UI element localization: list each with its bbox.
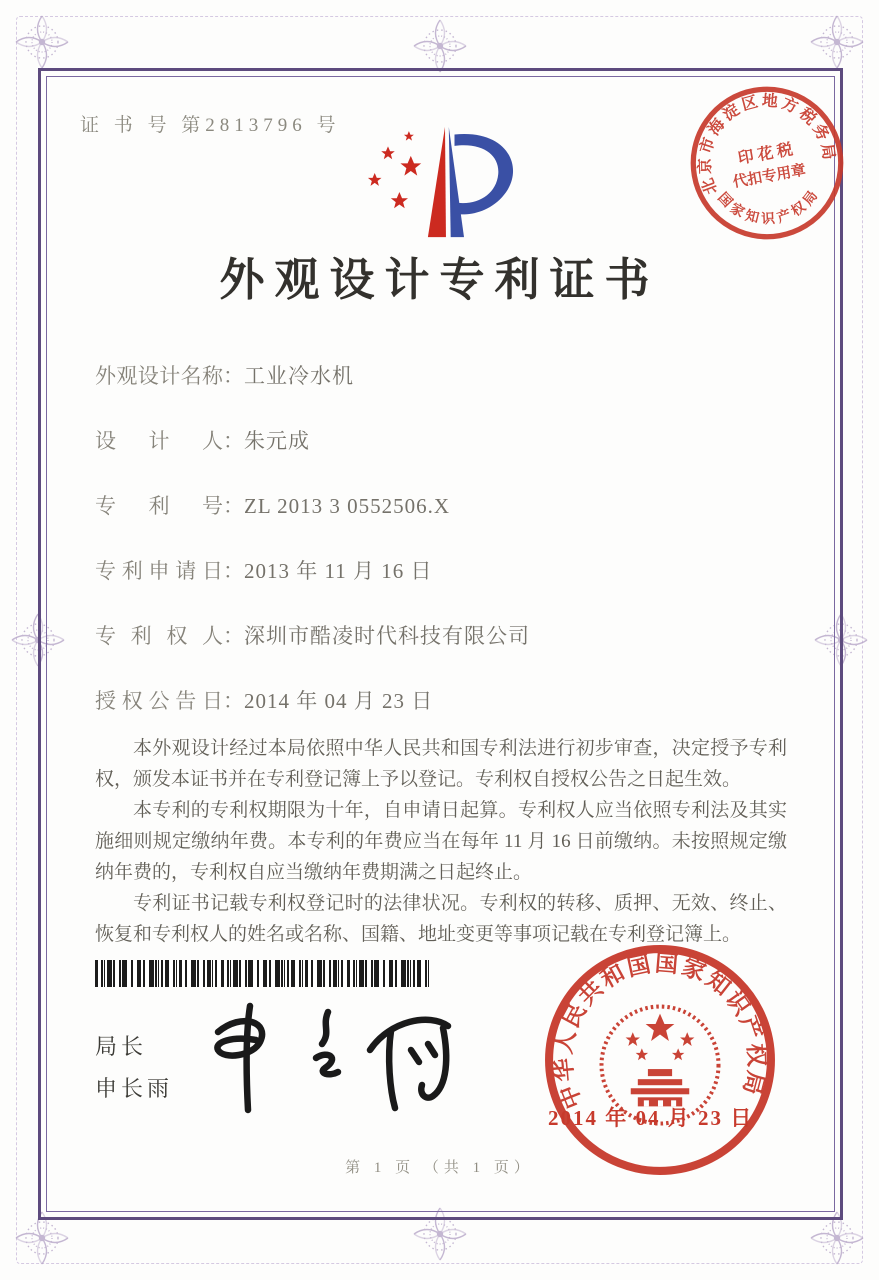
field-designer: [95, 425, 775, 490]
field-value: 工业冷水机: [244, 364, 354, 388]
lace-corner-icon: [801, 6, 873, 78]
lace-corner-icon: [6, 1202, 78, 1274]
field-patentee: [95, 620, 775, 685]
field-label: 专 利 权 人: [95, 624, 223, 648]
tax-stamp-arc-top: 北京市海淀区地方税务局: [696, 92, 838, 197]
field-filing-date: [95, 555, 775, 620]
certificate-fields: [95, 360, 775, 750]
field-label: 设 计 人: [95, 429, 223, 453]
lace-edge-icon: [404, 10, 476, 82]
field-colon: ：: [223, 494, 244, 518]
field-value: ZL 2013 3 0552506.X: [244, 494, 451, 518]
signature-handwriting-icon: [190, 998, 485, 1118]
lace-edge-icon: [805, 604, 877, 676]
official-seal: [542, 942, 778, 1178]
field-label: 外观设计名称: [95, 364, 223, 388]
lace-corner-icon: [801, 1202, 873, 1274]
field-colon: ：: [223, 624, 244, 648]
legal-text: [95, 733, 787, 950]
seal-date: 2014 年 04 月 23 日: [548, 1106, 754, 1130]
page-footer: 第 1 页 （共 1 页）: [345, 1160, 534, 1176]
barcode: [95, 960, 430, 987]
tax-stamp-center-line1: 印 花 税: [736, 141, 795, 168]
director-title: 局长: [95, 1034, 148, 1059]
field-patent-number: [95, 490, 775, 555]
certificate-title: 外观设计专利证书: [219, 255, 660, 305]
field-colon: ：: [223, 429, 244, 453]
paragraph-term: 本专利的专利权期限为十年，自申请日起算。专利权人应当依照专利法及其实施细则规定缴纳年费。本专利的年费应当在每年 11 月 16 日前缴纳。未按照规定缴纳年费的，专利权自应当缴纳年费期满之日起终止。: [95, 800, 787, 883]
field-colon: ：: [223, 559, 244, 583]
lace-edge-icon: [404, 1198, 476, 1270]
field-label: 专 利 号: [95, 494, 223, 518]
lace-edge-icon: [2, 604, 74, 676]
field-label: 专利申请日: [95, 559, 223, 583]
field-design-name: [95, 360, 775, 425]
director-name: 申长雨: [95, 1076, 174, 1101]
field-colon: ：: [223, 689, 244, 713]
tax-stamp-center-line2: 代扣专用章: [731, 162, 808, 191]
field-label: 授权公告日: [95, 689, 223, 713]
field-value: 深圳市酷凌时代科技有限公司: [244, 624, 530, 648]
field-colon: ：: [223, 364, 244, 388]
seal-ring-text: 中华人民共和国国家知识产权局: [550, 950, 770, 1113]
field-value: 朱元成: [244, 429, 310, 453]
lace-corner-icon: [6, 6, 78, 78]
paragraph-register: 专利证书记载专利权登记时的法律状况。专利权的转移、质押、无效、终止、恢复和专利权人的姓名或名称、国籍、地址变更等事项记载在专利登记簿上。: [95, 893, 787, 945]
paragraph-grant: 本外观设计经过本局依照中华人民共和国专利法进行初步审查，决定授予专利权，颁发本证书并在专利登记簿上予以登记。专利权自授权公告之日起生效。: [95, 738, 787, 790]
tax-stamp-arc-bottom: 国家知识产权局: [715, 185, 823, 227]
field-value: 2014 年 04 月 23 日: [244, 689, 434, 713]
field-value: 2013 年 11 月 16 日: [244, 559, 433, 583]
sipo-logo-icon: [350, 118, 540, 246]
tax-stamp-seal: [675, 71, 858, 254]
certificate-number: 证 书 号 第2813796 号: [80, 115, 341, 136]
